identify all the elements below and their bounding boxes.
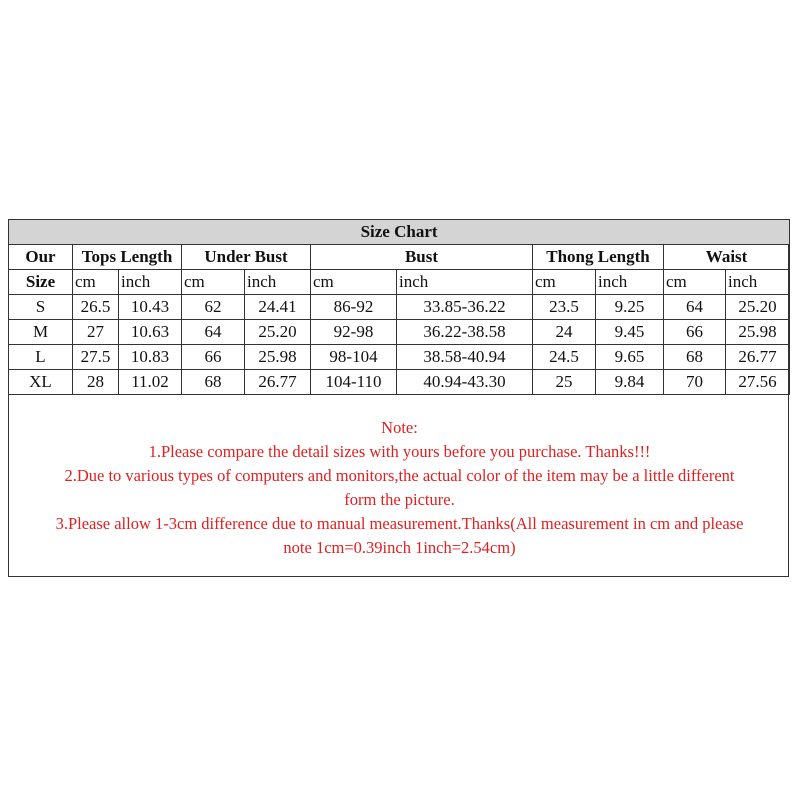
note-line: 3.Please allow 1-3cm difference due to manual measurement.Thanks(All measurement in cm and please <box>55 514 744 533</box>
size-label: L <box>9 345 73 370</box>
table-cell: 27 <box>73 320 119 345</box>
size-label: M <box>9 320 73 345</box>
header-our: Our <box>9 245 73 270</box>
unit-cell: cm <box>182 270 245 295</box>
table-cell: 26.77 <box>726 345 790 370</box>
unit-cell: inch <box>397 270 533 295</box>
header-row-units <box>9 270 790 295</box>
table-cell: 68 <box>664 345 726 370</box>
table-cell: 26.77 <box>245 370 311 395</box>
table-cell: 66 <box>664 320 726 345</box>
note-line: form the picture. <box>344 490 455 509</box>
table-cell: 66 <box>182 345 245 370</box>
table-cell: 70 <box>664 370 726 395</box>
table-cell: 11.02 <box>119 370 182 395</box>
table-cell: 98-104 <box>311 345 397 370</box>
table-cell: 27.56 <box>726 370 790 395</box>
table-cell: 9.65 <box>596 345 664 370</box>
chart-title: Size Chart <box>9 220 790 245</box>
header-tops-length: Tops Length <box>73 245 182 270</box>
table-cell: 40.94-43.30 <box>397 370 533 395</box>
unit-cell: cm <box>73 270 119 295</box>
table-cell: 25.98 <box>726 320 790 345</box>
header-row-top <box>9 245 790 270</box>
table-row <box>9 370 790 395</box>
table-cell: 25.20 <box>726 295 790 320</box>
table-cell: 64 <box>182 320 245 345</box>
table-cell: 10.63 <box>119 320 182 345</box>
notes-section <box>9 416 790 560</box>
table-cell: 23.5 <box>533 295 596 320</box>
note-line: 2.Due to various types of computers and monitors,the actual color of the item may be a little different <box>64 466 735 485</box>
table-cell: 92-98 <box>311 320 397 345</box>
table-cell: 9.25 <box>596 295 664 320</box>
size-chart <box>8 219 789 577</box>
table-cell: 10.83 <box>119 345 182 370</box>
notes-heading: Note: <box>381 418 418 437</box>
title-row <box>9 220 790 245</box>
unit-cell: inch <box>726 270 790 295</box>
unit-cell: cm <box>664 270 726 295</box>
table-cell: 24 <box>533 320 596 345</box>
header-under-bust: Under Bust <box>182 245 311 270</box>
header-bust: Bust <box>311 245 533 270</box>
size-label: S <box>9 295 73 320</box>
table-cell: 28 <box>73 370 119 395</box>
table-cell: 86-92 <box>311 295 397 320</box>
table-cell: 10.43 <box>119 295 182 320</box>
table-cell: 36.22-38.58 <box>397 320 533 345</box>
unit-cell: inch <box>245 270 311 295</box>
header-thong-length: Thong Length <box>533 245 664 270</box>
note-line: note 1cm=0.39inch 1inch=2.54cm) <box>283 538 516 557</box>
header-waist: Waist <box>664 245 790 270</box>
unit-cell: cm <box>311 270 397 295</box>
note-line: 1.Please compare the detail sizes with yours before you purchase. Thanks!!! <box>148 442 651 461</box>
size-label: XL <box>9 370 73 395</box>
table-cell: 25.20 <box>245 320 311 345</box>
table-cell: 9.45 <box>596 320 664 345</box>
unit-cell: inch <box>596 270 664 295</box>
table-row <box>9 320 790 345</box>
unit-cell: inch <box>119 270 182 295</box>
size-table <box>8 219 790 395</box>
table-row <box>9 345 790 370</box>
table-row <box>9 295 790 320</box>
table-cell: 24.41 <box>245 295 311 320</box>
table-cell: 62 <box>182 295 245 320</box>
unit-cell: cm <box>533 270 596 295</box>
table-cell: 9.84 <box>596 370 664 395</box>
table-cell: 25 <box>533 370 596 395</box>
table-cell: 68 <box>182 370 245 395</box>
table-cell: 27.5 <box>73 345 119 370</box>
table-cell: 64 <box>664 295 726 320</box>
table-cell: 33.85-36.22 <box>397 295 533 320</box>
table-cell: 26.5 <box>73 295 119 320</box>
table-cell: 25.98 <box>245 345 311 370</box>
table-cell: 38.58-40.94 <box>397 345 533 370</box>
header-size: Size <box>9 270 73 295</box>
table-cell: 24.5 <box>533 345 596 370</box>
table-cell: 104-110 <box>311 370 397 395</box>
